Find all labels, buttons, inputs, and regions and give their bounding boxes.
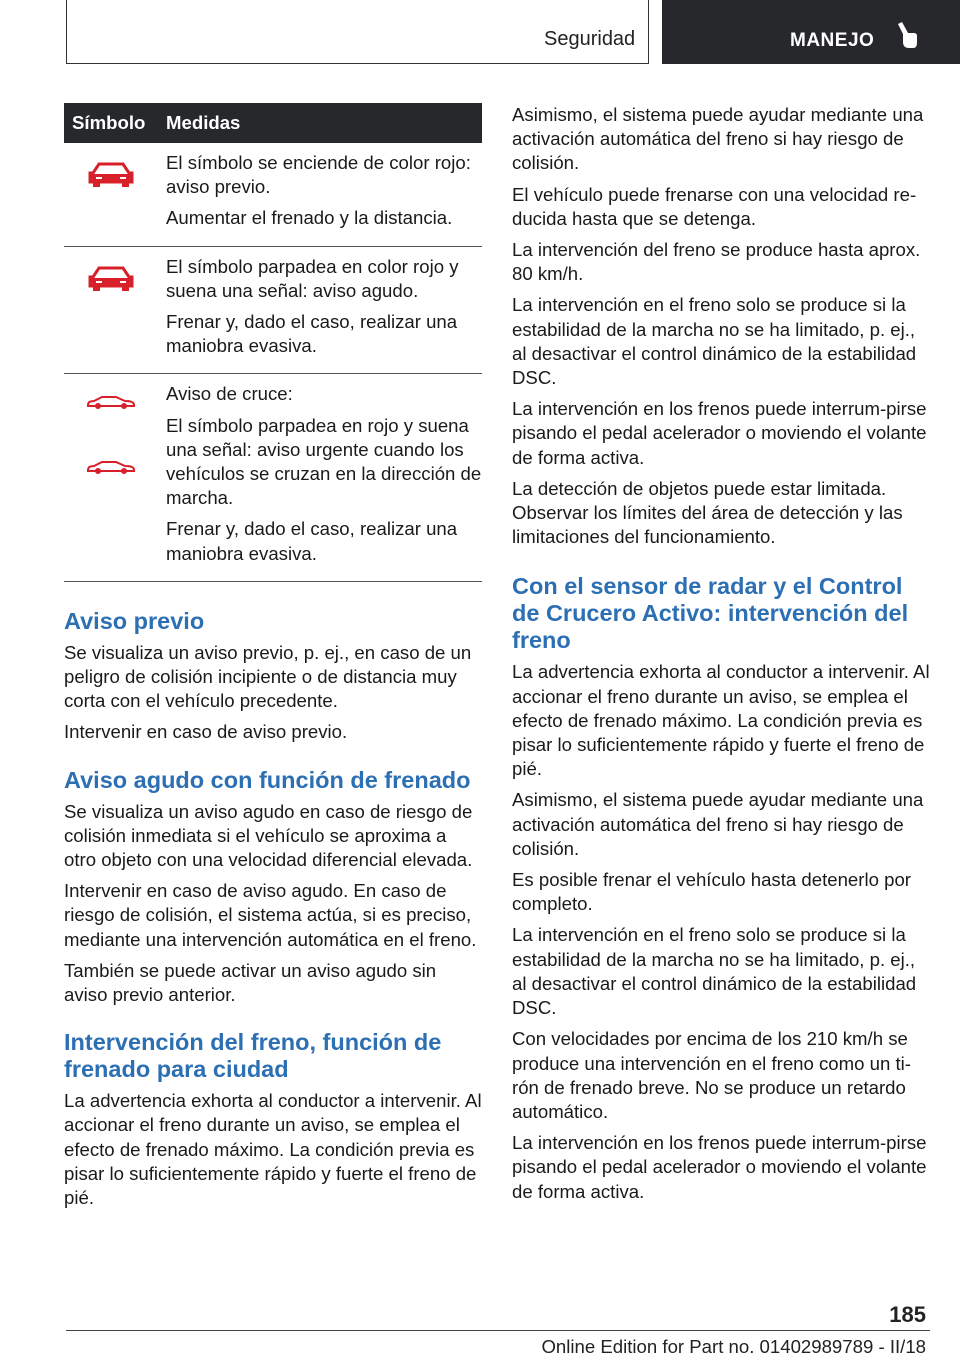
measure-line: El símbolo se enciende de color rojo: aviso previo. [166,152,471,198]
paragraph: También se puede activar un aviso agudo sin aviso previo anterior. [64,959,437,1006]
header-left-rule [66,0,67,64]
car-red-icon [87,276,135,297]
measure-line: Aumentar el frenado y la distancia. [166,207,453,229]
header-separator [648,0,649,64]
measure-line: Aviso de cruce: [166,383,293,405]
heading-intervencion-ciudad: Intervención del freno, función de frenado para ciudad [64,1029,442,1083]
heading-radar-crucero: Con el sensor de radar y el Control de Crucero Activo: intervención del freno [512,573,909,654]
measures-cell [158,143,482,246]
paragraph: La intervención en los frenos puede interrum-pirse pisando el pedal acelerador o moviendo el volante de forma activa. [512,1132,927,1202]
measure-line: Frenar y, dado el caso, realizar una maniobra evasiva. [166,311,458,357]
measures-cell [158,246,482,374]
paragraph: La detección de objetos puede estar limitada. Observar los límites del área de detección y las limitaciones del funcionamiento. [512,477,903,548]
paragraph: Intervenir en caso de aviso agudo. En caso de riesgo de colisión, el sistema actúa, si es preciso, mediante una intervención automática en el freno. [64,880,477,950]
table-row [64,143,482,246]
paragraph: Se visualiza un aviso previo, p. ej., en caso de un peligro de colisión incipiente o de distancia muy corta con el vehículo precedente. [64,641,472,712]
right-column [512,103,930,1211]
hand-pointer-icon [894,22,918,55]
paragraph: La intervención en el freno solo se produce si la estabilidad de la marcha no se ha limitado, p. ej., al desactivar el control dinámico de la estabilidad DSC. [512,294,917,389]
car-red-icon [87,172,135,193]
paragraph: El vehículo puede frenarse con una velocidad re-ducida hasta que se detenga. [512,183,917,229]
measure-line: El símbolo parpadea en color rojo y suena una señal: aviso agudo. [166,255,459,301]
paragraph: Asimismo, el sistema puede ayudar mediante una activación automática del freno si hay riesgo de colisión. [512,789,924,859]
table-header-measures: Medidas [158,103,482,143]
measure-line: Frenar y, dado el caso, realizar una maniobra evasiva. [166,518,458,564]
symbol-cell [64,374,158,581]
paragraph: Intervenir en caso de aviso previo. [64,721,348,743]
symbol-cell [64,143,158,246]
paragraph: La advertencia exhorta al conductor a intervenir. Al accionar el freno durante un aviso, se emplea el efecto de frenado máximo. La condición previa es pisar lo suficientemente rápido y fuerte el freno de pié. [64,1090,482,1209]
paragraph: Con velocidades por encima de los 210 km/h se produce una intervención en el freno como un ti-rón de frenado breve. No se produce un retardo automático. [512,1028,911,1122]
paragraph: La intervención del freno se produce hasta aprox. 80 km/h. [512,239,921,285]
paragraph: Asimismo, el sistema puede ayudar mediante una activación automática del freno si hay riesgo de colisión. [512,104,924,174]
paragraph: Se visualiza un aviso agudo en caso de riesgo de colisión inmediata si el vehículo se aproxima a otro objeto con una velocidad diferencial elevada. [64,800,473,871]
header-bottom-rule [66,63,648,64]
page-number: 185 [889,1302,926,1327]
car-side-red-icon [85,392,137,416]
symbol-cell [64,246,158,374]
symbol-table [64,103,482,582]
heading-aviso-agudo: Aviso agudo con función de frenado [64,766,471,793]
paragraph: La intervención en los frenos puede interrum-pirse pisando el pedal acelerador o moviendo el volante de forma activa. [512,398,927,468]
measure-line: El símbolo parpadea en rojo y suena una señal: aviso urgente cuando los vehículos se cruzan en la dirección de marcha. [166,414,482,509]
table-row [64,374,482,581]
footer-rule [66,1330,930,1331]
header-section-title: Seguridad [544,28,636,50]
paragraph: La advertencia exhorta al conductor a intervenir. Al accionar el freno durante un aviso, se emplea el efecto de frenado máximo. La condición previa es pisar lo suficientemente rápido y fuerte el freno de pié. [512,661,930,780]
car-side-red-icon [85,457,137,481]
chapter-tab[interactable] [662,0,960,64]
table-row [64,246,482,374]
paragraph: La intervención en el freno solo se produce si la estabilidad de la marcha no se ha limitado, p. ej., al desactivar el control dinámico de la estabilidad DSC. [512,924,917,1019]
measures-cell [158,374,482,581]
footer-edition: Online Edition for Part no. 01402989789 - II/18 [541,1336,926,1357]
paragraph: Es posible frenar el vehículo hasta detenerlo por completo. [512,869,911,915]
left-column [64,103,482,1217]
chapter-tab-label: MANEJO [790,30,875,51]
table-header-symbol: Símbolo [64,103,158,143]
heading-aviso-previo: Aviso previo [64,607,205,634]
